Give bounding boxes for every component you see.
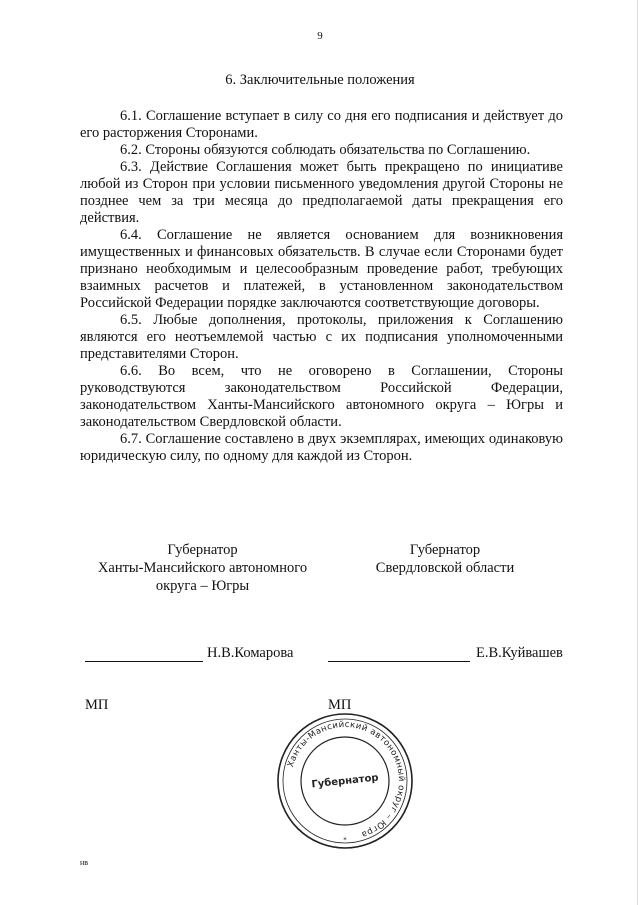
section-title: 6. Заключительные положения — [225, 72, 415, 88]
right-title-line2: Свердловской области — [375, 560, 515, 576]
paragraph-6-5: 6.5. Любые дополнения, протоколы, приложения к Соглашению являются его неотъемлемой частью с их подписания уполномоченными представителями Сторон. — [80, 312, 563, 362]
right-signature-line — [328, 661, 470, 662]
stamp-ring-text: Ханты-Мансийский автономный округ – Югра — [285, 719, 407, 840]
paragraph-6-1: 6.1. Соглашение вступает в силу со дня его подписания и действует до его расторжения Сторонами. — [80, 108, 563, 141]
right-signatory-name: Е.В.Куйвашев — [476, 645, 563, 661]
left-seal-label: МП — [85, 697, 109, 713]
left-title-line1: Губернатор — [167, 542, 238, 558]
paragraph-6-6: 6.6. Во всем, что не оговорено в Соглашении, Стороны руководствуются законодательством Российской Федерации, законодательством Ханты-Мансийского автономного округа – Югры и законодательством Свердловской области. — [80, 363, 563, 430]
left-signatory-name: Н.В.Комарова — [207, 645, 294, 661]
paragraph-6-7: 6.7. Соглашение составлено в двух экземплярах, имеющих одинаковую юридическую силу, по одному для каждой из Сторон. — [80, 431, 563, 464]
left-title-line2: Ханты-Мансийского автономного — [97, 560, 308, 576]
left-signatory-title — [70, 541, 335, 595]
footer-code: нв — [80, 858, 89, 867]
paragraph-6-2: 6.2. Стороны обязуются соблюдать обязательства по Соглашению. — [120, 142, 531, 158]
paragraph-6-4: 6.4. Соглашение не является основанием для возникновения имущественных и финансовых обязательств. В случае если Сторонами будет признано необходимым и целесообразным проведение работ, требующих взаимных расчетов и платежей, в установленном законодательством Российской Федерации порядке заключаются соответствующие договоры. — [80, 227, 563, 311]
page-edge-line — [637, 0, 638, 905]
left-title-line3: округа – Югры — [155, 578, 250, 594]
stamp-star-icon: * — [343, 836, 347, 844]
page-number: 9 — [317, 30, 323, 42]
paragraph-6-3: 6.3. Действие Соглашения может быть прекращено по инициативе любой из Сторон при условии письменного уведомления другой Стороны не позднее чем за три месяца до предполагаемой даты прекращения его действия. — [80, 159, 563, 226]
left-signature-line — [85, 661, 203, 662]
right-title-line1: Губернатор — [409, 542, 481, 558]
stamp-center-text: Губернатор — [311, 772, 380, 791]
right-signatory-title — [345, 541, 545, 577]
document-body — [80, 108, 563, 465]
governor-seal-stamp — [274, 710, 416, 852]
right-seal-label: МП — [328, 697, 352, 713]
